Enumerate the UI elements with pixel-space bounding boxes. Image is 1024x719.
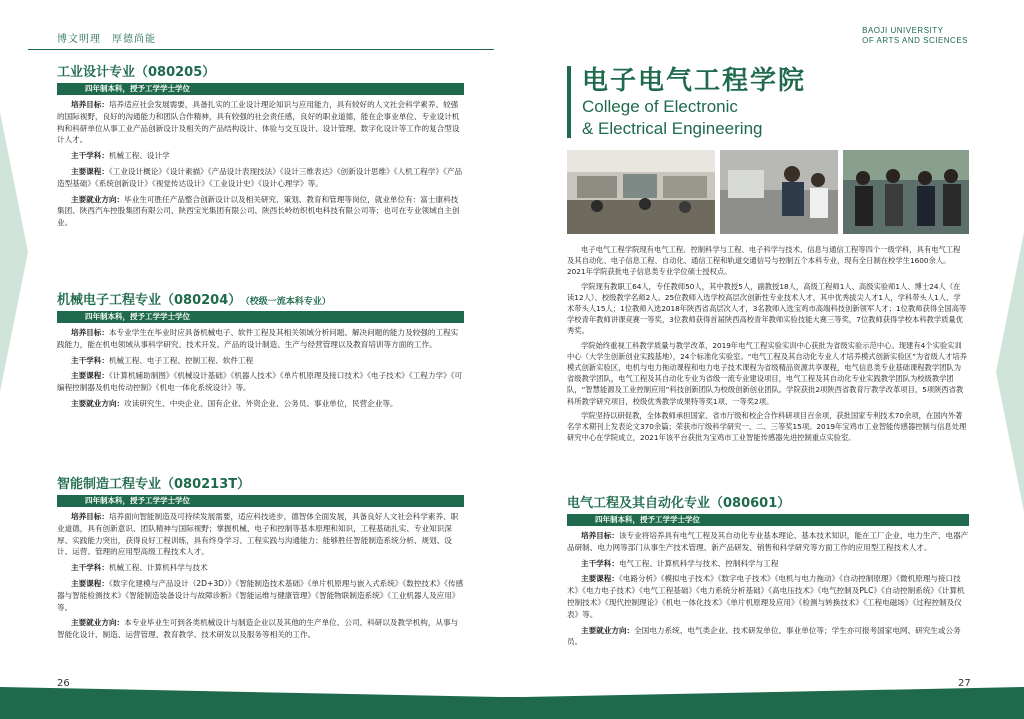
- courses-label: 主要课程：: [71, 166, 109, 176]
- courses-text: 《数字化建模与产品设计（2D+3D）》《智能制造技术基础》《单片机原理与嵌入式系统》《数控技术》《传感器与智能检测技术》《智能制造装备设计与故障诊断》《智能运维与健康管理》《智能物联制造系统》《工业机器人及应用》等。: [57, 578, 464, 612]
- main-subject: [567, 558, 969, 570]
- subject-text: 机械工程、电子工程、控制工程、软件工程: [108, 355, 254, 365]
- courses-label: 主要课程：: [71, 578, 109, 588]
- goal-label: 培养目标：: [581, 531, 619, 540]
- intro-paragraph: 学院现有教职工64人，专任教师50人，其中教授5人，副教授18人，高级工程师1人、高级实验师1人、博士24人（在读12人）、校级教学名师2人。25位教师入选学校高层次创新性专业技术人才，其中优秀拔尖人才1人，学科带头人1人、学术带头人15人；1位教师入选2018年陕西省高层次人才，3名教师入选宝鸡市高端科技创新领军人才；1位教师获得全国高等学校青年教师讲课竞赛一等奖，3位教师获得首届陕西高校青年教师实验技能大赛三等奖，7位教师获得学校本科教学质量优秀奖。: [567, 281, 967, 336]
- university-name: [862, 26, 968, 46]
- goal-text: 该专业将培养具有电气工程及其自动化专业基本理论、基本技术知识，能在工厂企业、电力生产、电器产品研制、电力网等部门从事生产技术管理、新产品研发、销售和科学研究等方面工作的应用型工程技术人才。: [567, 531, 969, 552]
- goal-label: 培养目标：: [71, 512, 109, 521]
- goal-text: 培养适应社会发展需要，具备扎实的工业设计理论知识与应用能力，具有较好的人文社会科学素养、较强的国际视野，良好的沟通能力和团队合作精神，具有较强的社会责任感，良好的职业道德，能在企事业单位、专业设计机构和科研单位从事工业产品创新设计及相关的产品结构设计、体验与交互设计、设计管理、数字化设计等工作的复合型设计人才。: [57, 100, 460, 145]
- training-goal: [57, 327, 464, 351]
- major-tag: （校级一流本科专业）: [245, 297, 331, 307]
- college-title-en-line2: & Electrical Engineering: [582, 119, 763, 138]
- subject-text: 电气工程、计算机科学与技术、控制科学与工程: [618, 558, 779, 568]
- degree-bar: 四年制本科，授予工学学士学位: [57, 83, 464, 95]
- employment: [57, 194, 464, 229]
- main-subject: [57, 562, 464, 574]
- degree-bar: 四年制本科，授予工学学士学位: [57, 311, 464, 323]
- goal-label: 培养目标：: [71, 100, 109, 109]
- right-decoration: [996, 232, 1024, 512]
- intro-paragraph: 电子电气工程学院现有电气工程、控制科学与工程、电子科学与技术、信息与通信工程等四个一级学科，具有电气工程及其自动化、电子信息工程、自动化、通信工程和轨道交通信号与控制五个本科专业，现有全日制在校学生1600余人。2021年学院获批电子信息类专业学位硕士授权点。: [567, 245, 961, 277]
- page-number-left: 26: [57, 678, 70, 689]
- major-section-electrical-engineering: [567, 495, 969, 648]
- goal-label: 培养目标：: [71, 328, 109, 337]
- college-introduction: [567, 241, 967, 443]
- college-title-cn: 电子电气工程学院: [582, 66, 807, 96]
- lab-photo-2: [720, 150, 838, 234]
- training-goal: [57, 99, 464, 146]
- subject-text: 机械工程、计算机科学与技术: [108, 563, 208, 573]
- major-title: [567, 495, 969, 512]
- bottom-band: [0, 697, 1024, 719]
- lab-photo-3: [843, 150, 969, 234]
- major-title-text: 机械电子工程专业（080204）: [57, 293, 242, 308]
- employment: [567, 625, 969, 649]
- subject-label: 主干学科：: [581, 558, 619, 568]
- subject-label: 主干学科：: [71, 151, 109, 161]
- university-name-line1: BAOJI UNIVERSITY: [862, 26, 944, 35]
- college-title-en: [582, 96, 762, 140]
- page-number-right: 27: [958, 678, 971, 689]
- training-goal: [57, 511, 464, 558]
- main-subject: [57, 150, 464, 162]
- subject-label: 主干学科：: [71, 563, 109, 573]
- jobs-label: 主要就业方向：: [71, 194, 125, 204]
- jobs-label: 主要就业方向：: [71, 398, 125, 408]
- main-courses: [57, 578, 464, 613]
- courses-text: 《电路分析》《模拟电子技术》《数字电子技术》《电机与电力拖动》《自动控制原理》《微机原理与接口技术》《电力电子技术》《电气工程基础》《电力系统分析基础》《高电压技术》《电气控制及PLC》《自动控制系统》《计算机控制技术》《现代控制理论》《机电一体化技术》《单片机原理及应用》《检测与转换技术》《工程电磁场》《过程控制及仪表》等。: [567, 574, 965, 619]
- title-accent-bar: [567, 66, 571, 138]
- subject-label: 主干学科：: [71, 355, 109, 365]
- jobs-text: 本专业毕业生可到各类机械设计与制造企业以及其他的生产单位、公司、科研以及教学机构，从事与智能化设计、制造、运营管理、教育教学、技术研发以及服务等相关的工作。: [57, 618, 459, 640]
- header-divider: [28, 49, 494, 50]
- goal-text: 本专业学生在毕业时应具备机械电子、软件工程及其相关领域分析问题、解决问题的能力及较强的工程实践能力，能在机电领域从事科学研究、技术开发、产品的设计制造、生产与经营管理以及教育培训等方面的工作。: [57, 328, 459, 349]
- bottom-band-right: [524, 687, 1024, 697]
- jobs-text: 毕业生可胜任产品整合创新设计以及相关研究、策划、教育和管理等岗位，就业单位有：富士康科技集团、陕西汽车控股集团有限公司、陕西宝光集团有限公司、陕西长岭纺织机电科技有限公司等；也可在专业领域自主创业。: [57, 194, 460, 228]
- courses-text: 《计算机辅助制图》《机械设计基础》《机器人技术》《单片机原理及接口技术》《电子技术》《工程力学》《可编程控制器及机电传动控制》《机电一体化系统设计》等。: [57, 371, 463, 393]
- major-title-text: 电气工程及其自动化专业（080601）: [567, 496, 791, 511]
- degree-bar: 四年制本科，授予工学学士学位: [567, 514, 969, 526]
- university-name-line2: OF ARTS AND SCIENCES: [862, 36, 968, 45]
- major-title: [57, 292, 464, 309]
- courses-text: 《工业设计概论》《设计素描》《产品设计表现技法》《设计三维表达》《创新设计思维》《人机工程学》《产品造型基础》《系统创新设计》《视觉传达设计》《工业设计史》《设计心理学》等。: [57, 166, 463, 188]
- left-decoration: [0, 112, 28, 392]
- bottom-band-left: [0, 687, 500, 697]
- school-motto: 博文明理 厚德尚能: [57, 34, 156, 45]
- major-title-text: 工业设计专业（080205）: [57, 65, 216, 80]
- main-courses: [57, 370, 464, 394]
- major-section-industrial-design: [57, 64, 464, 229]
- degree-bar: 四年制本科，授予工学学士学位: [57, 495, 464, 507]
- lab-photo-1: [567, 150, 715, 234]
- jobs-text: 全国电力系统、电气类企业、技术研发单位、事业单位等；学生亦可报考国家电网、研究生或公务员。: [567, 625, 961, 647]
- courses-label: 主要课程：: [581, 574, 619, 584]
- jobs-text: 攻读研究生、中央企业、国有企业、外资企业、公务员、事业单位，民营企业等。: [124, 398, 398, 408]
- major-section-mechatronics: [57, 292, 464, 410]
- jobs-label: 主要就业方向：: [71, 618, 125, 628]
- subject-text: 机械工程、设计学: [108, 151, 170, 161]
- jobs-label: 主要就业方向：: [581, 625, 635, 635]
- major-section-intelligent-manufacturing: [57, 476, 464, 641]
- college-title-en-line1: College of Electronic: [582, 97, 738, 116]
- goal-text: 培养面向智能制造及可持续发展需要，适应科技进步，德智体全面发展，具备良好人文社会科学素养、职业道德，具有创新意识、团队精神与国际视野；掌握机械、电子和控制等基本原理和知识，工程基础扎实、专业知识深厚、实践能力突出，获得良好工程训练，具有终身学习、工程实践与沟通能力；能够胜任智能制造系统分析、规划、设计、运营、管理的应用型高级工程技术人才。: [57, 512, 459, 557]
- major-title: [57, 64, 464, 81]
- main-subject: [57, 355, 464, 367]
- intro-paragraph: 学院始终重视工科教学质量与教学改革，2019年电气工程实验实训中心获批为省级实验示范中心。现建有4个实验实训中心（大学生创新创业实践基地），24个标准化实验室。“电气工程及其自动化专业人才培养模式创新实验区”为省级人才培养模式创新实验区，电机与电力拖动课程和电力电子技术课程为省级精品资源共享课程，电气信息类专业基础课程教学团队为省级教学团队，电气工程及其自动化专业为省级一流专业建设项目，电气工程及其自动化专业实践教学团队为校级教学团队，“智慧能源及工业控制应用”科技创新团队为校级创新创业团队。学院获批2项陕西省教育厅教学改革项目，5项陕西省教科所教学研究项目，校级优秀教学成果特等奖1项、一等奖2项。: [567, 340, 967, 406]
- major-title-text: 智能制造工程专业（080213T）: [57, 477, 251, 492]
- intro-paragraph: 学院坚持以研促教，全体教师承担国家、省市厅级和校企合作科研项目百余项，获批国家专利技术70余项，在国内外著名学术期刊上发表论文370余篇；荣获市厅级科学研究一、二、三等奖15项。2019年宝鸡市工业智能传感器控制与信息处理研究中心在学院成立，2021年该平台获批为宝鸡市工业智能传感器先进控制重点实验室。: [567, 410, 967, 443]
- employment: [57, 617, 464, 641]
- main-courses: [567, 573, 969, 620]
- training-goal: [567, 530, 969, 554]
- employment: [57, 398, 464, 410]
- courses-label: 主要课程：: [71, 371, 109, 381]
- major-title: [57, 476, 464, 493]
- main-courses: [57, 166, 464, 190]
